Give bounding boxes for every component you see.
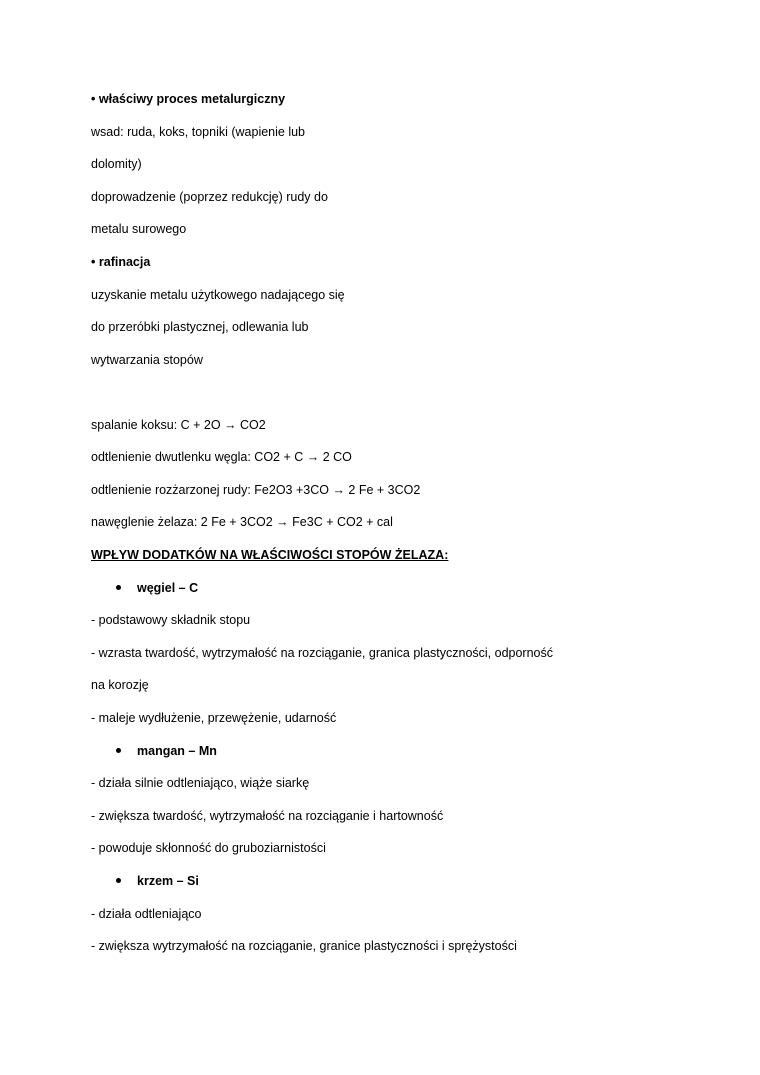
text-line: uzyskanie metalu użytkowego nadającego się (91, 288, 345, 302)
reaction-line: odtlenienie dwutlenku węgla: CO2 + C → 2 CO (91, 450, 352, 464)
text-line: do przeróbki plastycznej, odlewania lub (91, 320, 309, 334)
text-line: - wzrasta twardość, wytrzymałość na rozciąganie, granica plastyczności, odporność (91, 646, 553, 660)
element-heading-manganese: mangan – Mn (137, 744, 217, 758)
bullet-glyph: • (91, 92, 96, 106)
text-line: dolomity) (91, 157, 142, 171)
text-line: - działa silnie odtleniająco, wiąże siarkę (91, 776, 310, 790)
text-line: - zwiększa wytrzymałość na rozciąganie, granice plastyczności i sprężystości (91, 939, 517, 953)
text-line: wsad: ruda, koks, topniki (wapienie lub (91, 125, 306, 139)
reaction-line: nawęglenie żelaza: 2 Fe + 3CO2 → Fe3C + CO2 + cal (91, 515, 393, 529)
element-heading-silicon: krzem – Si (137, 874, 199, 888)
text-line: metalu surowego (91, 222, 187, 236)
section-heading-text: właściwy proces metalurgiczny (98, 92, 286, 106)
text-line: - zwiększa twardość, wytrzymałość na rozciąganie i hartowność (91, 809, 444, 823)
section-heading-metallurgical-process (91, 91, 285, 107)
reaction-line: odtlenienie rozżarzonej rudy: Fe2O3 +3CO → 2 Fe + 3CO2 (91, 483, 421, 497)
bullet-icon (116, 878, 121, 883)
text-line: doprowadzenie (poprzez redukcję) rudy do (91, 190, 328, 204)
section-heading-text: rafinacja (98, 255, 151, 269)
element-heading-carbon: węgiel – C (137, 581, 199, 595)
text-line: na korozję (91, 678, 149, 692)
bullet-icon (116, 585, 121, 590)
bullet-icon (116, 748, 121, 753)
section-heading-refining (91, 254, 150, 270)
reaction-line: spalanie koksu: C + 2O → CO2 (91, 418, 266, 432)
text-line: wytwarzania stopów (91, 353, 203, 367)
text-line: - maleje wydłużenie, przewężenie, udarność (91, 711, 337, 725)
text-line: - podstawowy składnik stopu (91, 613, 251, 627)
text-line: - działa odtleniająco (91, 907, 202, 921)
bullet-glyph: • (91, 255, 96, 269)
text-line: - powoduje skłonność do gruboziarnistości (91, 841, 326, 855)
section-title: WPŁYW DODATKÓW NA WŁAŚCIWOŚCI STOPÓW ŻELAZA: (91, 548, 449, 562)
